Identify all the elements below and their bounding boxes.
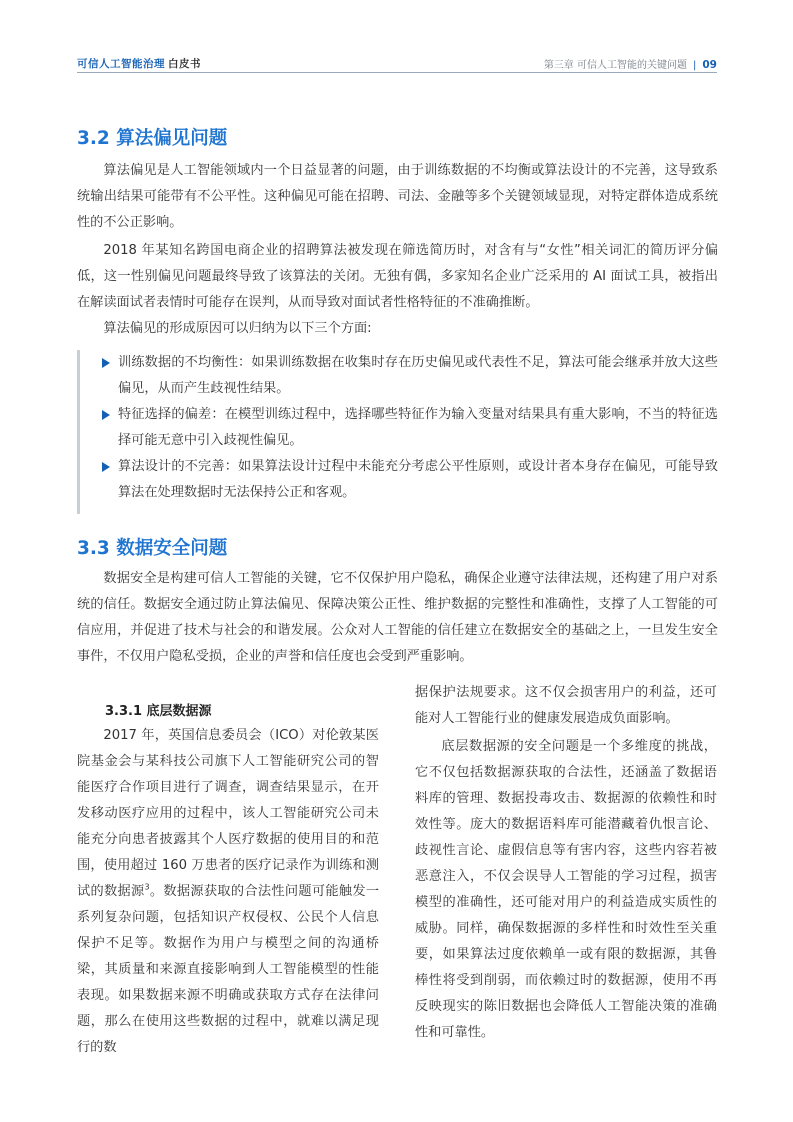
bias-causes-list [77,350,718,514]
list-item [104,454,718,506]
s33-paragraph-1: 数据安全是构建可信人工智能的关键，它不仅保护用户隐私，确保企业遵守法律法规，还构建了用户对系统的信任。数据安全通过防止算法偏见、保障决策公正性、维护数据的完整性和准确性，支撑了人工智能的可信应用，并促进了技术与社会的和谐发展。公众对人工智能的信任建立在数据安全的基础之上，一旦发生安全事件，不仅用户隐私受损，企业的声誉和信任度也会受到严重影响。 [77,571,718,664]
list-item [104,350,718,402]
s331-text-part-2: 。数据源获取的合法性问题可能触发一系列复杂问题，包括知识产权侵权、公民个人信息保护不足等。数据作为用户与模型之间的沟通桥梁，其质量和来源直接影响到人工智能模型的性能表现。如果数据来源不明确或获取方式存在法律问题，那么在使用这些数据的过程中，就难以满足现行的数 [77,884,380,1055]
header-divider: | [693,60,697,71]
doc-tag: 白皮书 [168,58,201,70]
chapter-title: 第三章 可信人工智能的关键问题 [543,60,687,71]
section-title-3-3: 3.3 数据安全问题 [77,538,228,559]
s32-paragraph-3: 算法偏见的形成原因可以归纳为以下三个方面: [103,321,372,336]
section-title-3-2: 3.2 算法偏见问题 [77,128,228,149]
triangle-bullet-icon [102,462,110,472]
list-item-text: 特征选择的偏差：在模型训练过程中，选择哪些特征作为输入变量对结果具有重大影响，不当的特征选择可能无意中引入歧视性偏见。 [118,407,718,448]
triangle-bullet-icon [102,358,110,368]
page-number: 09 [702,59,717,71]
footnote-reference[interactable]: 3 [144,882,150,892]
s331-text-part-1: 2017 年，英国信息委员会（ICO）对伦敦某医院基金会与某科技公司旗下人工智能研究公司的智能医疗合作项目进行了调查，调查结果显示，在开发移动医疗应用的过程中，该人工智能研究公司未能充分向患者披露其个人医疗数据的使用目的和范围，使用超过 160 万患者的医疗记录作为训练和测试的数据源 [77,728,379,899]
s32-paragraph-1: 算法偏见是人工智能领域内一个日益显著的问题，由于训练数据的不均衡或算法设计的不完善，这导致系统输出结果可能带有不公平性。这种偏见可能在招聘、司法、金融等多个关键领域显现，对特定群体造成系统性的不公正影响。 [77,163,718,230]
doc-title-text: 可信人工智能治理 [77,58,165,70]
list-item-text: 算法设计的不完善：如果算法设计过程中未能充分考虑公平性原则，或设计者本身存在偏见，可能导致算法在处理数据时无法保持公正和客观。 [118,459,718,500]
chapter-info [544,56,717,71]
subsection-title-3-3-1: 3.3.1 底层数据源 [105,704,212,719]
page-header [0,52,793,76]
list-item [104,402,718,454]
s331-right-paragraph: 底层数据源的安全问题是一个多维度的挑战，它不仅包括数据源获取的合法性，还涵盖了数据语料库的管理、数据投毒攻击、数据源的依赖性和时效性等。庞大的数据语料库可能潜藏着仇恨言论、歧视性言论、虚假信息等有害内容，这些内容若被恶意注入，不仅会误导人工智能的学习过程，损害模型的准确性，还可能对用户的利益造成实质性的威胁。同样，确保数据源的多样性和时效性至关重要，如果算法过度依赖单一或有限的数据源，其鲁棒性将受到削弱，而依赖过时的数据源，使用不再反映现实的陈旧数据也会降低人工智能决策的准确性和可靠性。 [415,739,717,1040]
s331-left-paragraph [77,723,379,1061]
list-item-text: 训练数据的不均衡性：如果训练数据在收集时存在历史偏见或代表性不足，算法可能会继承并放大这些偏见，从而产生歧视性结果。 [118,355,718,396]
header-rule [77,72,717,73]
s32-paragraph-2: 2018 年某知名跨国电商企业的招聘算法被发现在筛选简历时，对含有与“女性”相关词汇的简历评分偏低，这一性别偏见问题最终导致了该算法的关闭。无独有偶，多家知名企业广泛采用的 AI 面试工具，被指出在解读面试者表情时可能存在误判，从而导致对面试者性格特征的不准确推断。 [77,243,718,310]
doc-title [77,56,201,71]
triangle-bullet-icon [102,410,110,420]
s331-right-paragraph-continued: 据保护法规要求。这不仅会损害用户的利益，还可能对人工智能行业的健康发展造成负面影响。 [415,685,717,726]
